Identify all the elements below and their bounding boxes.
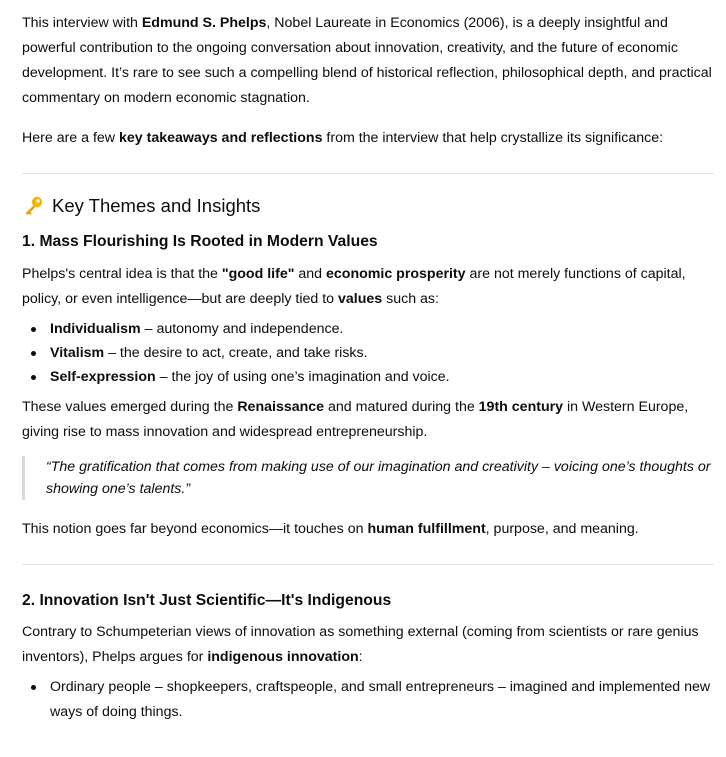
bold-text: Self-expression (50, 369, 156, 385)
takeaways-paragraph (22, 126, 714, 151)
text: Here are a few (22, 130, 119, 146)
text: in Western Europe, giving rise to mass innovation and widespread entrepreneurship. (22, 399, 689, 440)
text: such as: (382, 291, 439, 307)
bold-text: "good life" (221, 266, 295, 282)
bold-text: Renaissance (237, 399, 325, 415)
bullet-icon (31, 327, 36, 332)
text: : (358, 649, 363, 665)
text: This notion goes far beyond economics—it touches on (22, 521, 368, 537)
text: – the desire to act, create, and take risks. (104, 345, 368, 361)
list-item (22, 341, 714, 366)
bold-text: Vitalism (50, 345, 105, 361)
themes-heading (22, 193, 714, 219)
bullet-icon (31, 685, 36, 690)
bullet-icon (31, 351, 36, 356)
bold-text: Individualism (50, 321, 141, 337)
bold-text: human fulfillment (367, 521, 486, 537)
text: Ordinary people – shopkeepers, craftspeople, and small entrepreneurs – imagined and implemented new ways of doing things. (50, 679, 711, 720)
values-list (22, 317, 714, 390)
text: and matured during the (324, 399, 479, 415)
section1-paragraph (22, 262, 714, 312)
section2-paragraph (22, 620, 714, 670)
list-item (22, 317, 714, 342)
themes-title: Key Themes and Insights (52, 195, 261, 216)
notion-paragraph (22, 517, 714, 542)
text: from the interview that help crystallize its significance: (322, 130, 664, 146)
list-item (22, 365, 714, 390)
text: – the joy of using one’s imagination and voice. (155, 369, 450, 385)
text: These values emerged during the (22, 399, 238, 415)
key-icon (22, 195, 44, 217)
text: Phelps's central idea is that the (22, 266, 222, 282)
text: , purpose, and meaning. (485, 521, 639, 537)
quote: “The gratification that comes from making use of our imagination and creativity – voicing one’s thoughts or showing one’s talents.” (22, 456, 714, 500)
bold-text: economic prosperity (326, 266, 466, 282)
section2-heading: 2. Innovation Isn't Just Scientific—It's Indigenous (22, 592, 392, 609)
text: are not merely functions of capital, policy, or even intelligence—but are deeply tied to (22, 266, 686, 307)
bold-text: indigenous innovation (207, 649, 359, 665)
section1-heading: 1. Mass Flourishing Is Rooted in Modern Values (22, 233, 378, 250)
text: and (294, 266, 326, 282)
bullet-icon (31, 375, 36, 380)
text: Contrary to Schumpeterian views of innovation as something external (coming from scientists or rare genius inventors), Phelps argues for (22, 624, 699, 665)
divider (22, 564, 714, 565)
document (22, 11, 714, 730)
bold-text: values (338, 291, 383, 307)
text: , Nobel Laureate in Economics (2006), is a deeply insightful and powerful contribution to the ongoing conversation about innovation, creativity, and the future of economic development. It’s rare to see such a compelling blend of historical reflection, philosophical depth, and practical commentary on modern economic stagnation. (22, 15, 712, 106)
text: – autonomy and independence. (140, 321, 344, 337)
list-item (22, 675, 714, 725)
bold-text: Edmund S. Phelps (141, 15, 267, 31)
values-paragraph (22, 395, 714, 445)
intro-paragraph (22, 11, 714, 111)
bold-text: key takeaways and reflections (119, 130, 323, 146)
text: This interview with (22, 15, 142, 31)
innovation-list (22, 675, 714, 725)
bold-text: 19th century (478, 399, 564, 415)
divider (22, 173, 714, 174)
